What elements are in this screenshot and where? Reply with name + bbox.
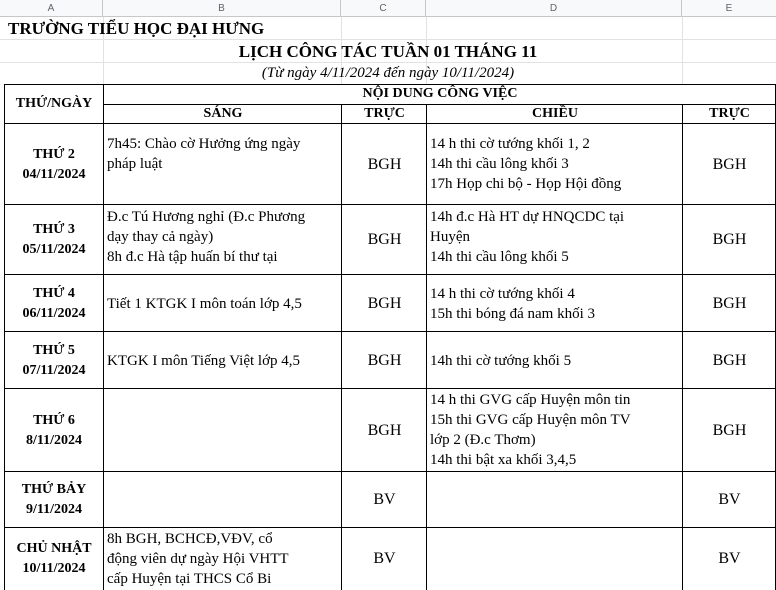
morning-line: dạy thay cả ngày)	[107, 229, 214, 245]
row-day-cell[interactable]	[4, 124, 104, 205]
duty-afternoon-cell[interactable]: BGH	[712, 421, 747, 439]
afternoon-line: 15h thi bóng đá nam khối 3	[430, 306, 595, 322]
header-afternoon[interactable]: CHIỀU	[532, 106, 578, 121]
morning-line: cấp Huyện tại THCS Cổ Bi	[107, 571, 272, 587]
afternoon-line: 14h thi cầu lông khối 5	[430, 249, 569, 265]
column-header-b[interactable]: B	[103, 0, 341, 17]
afternoon-line: lớp 2 (Đ.c Thơm)	[430, 432, 536, 448]
morning-line: Đ.c Tú Hương nghỉ (Đ.c Phương	[107, 209, 306, 225]
afternoon-line: 14h thi bật xa khối 3,4,5	[430, 452, 577, 468]
morning-line: pháp luật	[107, 156, 163, 172]
afternoon-cell[interactable]	[427, 283, 683, 331]
morning-line: động viên dự ngày Hội VHTT	[107, 551, 289, 567]
row-day-cell[interactable]	[4, 472, 104, 528]
header-duty-afternoon[interactable]: TRỰC	[709, 106, 750, 121]
afternoon-line: 14h thi cầu lông khối 3	[430, 156, 569, 172]
afternoon-line: Huyện	[430, 229, 470, 245]
row-day-cell[interactable]	[4, 332, 104, 389]
sheet-grid[interactable]	[0, 17, 776, 590]
morning-cell[interactable]	[104, 528, 342, 590]
day-name: THỨ 4	[33, 285, 75, 301]
column-header-bar	[0, 0, 776, 17]
header-content[interactable]: NỘI DUNG CÔNG VIỆC	[362, 86, 518, 101]
morning-line: KTGK I môn Tiếng Việt lớp 4,5	[107, 352, 301, 369]
row-day-cell[interactable]	[4, 205, 104, 275]
afternoon-line: 14 h thi cờ tướng khối 1, 2	[430, 136, 590, 152]
duty-morning-cell[interactable]: BGH	[367, 351, 402, 369]
day-date: 8/11/2024	[25, 432, 82, 448]
header-day[interactable]: THỨ/NGÀY	[15, 96, 93, 111]
column-header-e[interactable]: E	[725, 3, 733, 14]
afternoon-cell[interactable]	[427, 389, 683, 472]
afternoon-line: 14 h thi GVG cấp Huyện môn tin	[430, 392, 631, 408]
header-duty-morning[interactable]: TRỰC	[364, 106, 405, 121]
afternoon-cell[interactable]	[427, 206, 683, 274]
day-date: 9/11/2024	[25, 502, 82, 517]
duty-morning-cell[interactable]: BV	[373, 550, 396, 567]
header-morning[interactable]: SÁNG	[203, 106, 243, 121]
school-name[interactable]: TRƯỜNG TIỂU HỌC ĐẠI HƯNG	[8, 19, 265, 38]
afternoon-cell[interactable]	[427, 528, 683, 590]
day-date: 04/11/2024	[22, 166, 86, 182]
day-name: THỨ 2	[33, 146, 75, 162]
day-name: THỨ 3	[33, 222, 75, 237]
duty-afternoon-cell[interactable]: BGH	[712, 231, 747, 248]
schedule-subtitle[interactable]: (Từ ngày 4/11/2024 đến ngày 10/11/2024)	[261, 65, 515, 81]
morning-cell[interactable]	[104, 275, 342, 332]
morning-cell[interactable]	[104, 133, 342, 205]
morning-line: 7h45: Chào cờ Hưởng ứng ngày	[107, 136, 301, 152]
duty-morning-cell[interactable]: BGH	[367, 155, 402, 173]
morning-cell[interactable]	[104, 332, 342, 389]
afternoon-line: 17h Họp chi bộ - Họp Hội đồng	[430, 176, 622, 192]
duty-morning-cell[interactable]: BGH	[367, 421, 402, 439]
day-date: 07/11/2024	[22, 362, 86, 378]
morning-cell[interactable]	[104, 472, 342, 528]
afternoon-line: 14h đ.c Hà HT dự HNQCDC tại	[430, 209, 625, 225]
day-name: THỨ 5	[33, 342, 75, 358]
day-date: 05/11/2024	[22, 242, 86, 257]
day-name: THỨ BẢY	[21, 482, 87, 497]
day-name: THỨ 6	[33, 412, 75, 428]
afternoon-line: 14 h thi cờ tướng khối 4	[430, 286, 575, 302]
duty-afternoon-cell[interactable]: BGH	[712, 294, 747, 312]
row-day-cell[interactable]	[4, 389, 104, 472]
afternoon-cell[interactable]	[427, 472, 683, 528]
duty-morning-cell[interactable]: BGH	[367, 231, 402, 248]
day-date: 06/11/2024	[22, 305, 86, 321]
column-header-c[interactable]: C	[341, 0, 426, 17]
row-day-cell[interactable]	[4, 275, 104, 332]
afternoon-cell[interactable]	[427, 332, 683, 389]
duty-afternoon-cell[interactable]: BGH	[712, 155, 747, 173]
day-name: CHỦ NHẬT	[16, 541, 92, 556]
column-header-d[interactable]: D	[426, 0, 682, 17]
morning-line: Tiết 1 KTGK I môn toán lớp 4,5	[107, 295, 302, 312]
afternoon-line: 14h thi cờ tướng khối 5	[430, 352, 572, 369]
schedule-title[interactable]: LỊCH CÔNG TÁC TUẦN 01 THÁNG 11	[238, 42, 538, 61]
afternoon-line: 15h thi GVG cấp Huyện môn TV	[430, 412, 631, 428]
morning-cell[interactable]	[104, 389, 342, 472]
duty-afternoon-cell[interactable]: BV	[718, 491, 741, 508]
row-day-cell[interactable]	[4, 528, 104, 590]
duty-morning-cell[interactable]: BV	[373, 491, 396, 508]
morning-line: 8h BGH, BCHCĐ,VĐV, cổ	[107, 531, 273, 547]
morning-line: 8h đ.c Hà tập huấn bí thư tại	[107, 249, 278, 265]
duty-afternoon-cell[interactable]: BV	[718, 550, 741, 567]
day-date: 10/11/2024	[22, 561, 86, 576]
morning-cell[interactable]	[104, 206, 342, 274]
column-header-a[interactable]: A	[0, 0, 103, 17]
duty-morning-cell[interactable]: BGH	[367, 294, 402, 312]
afternoon-cell[interactable]	[427, 133, 683, 205]
duty-afternoon-cell[interactable]: BGH	[712, 351, 747, 369]
